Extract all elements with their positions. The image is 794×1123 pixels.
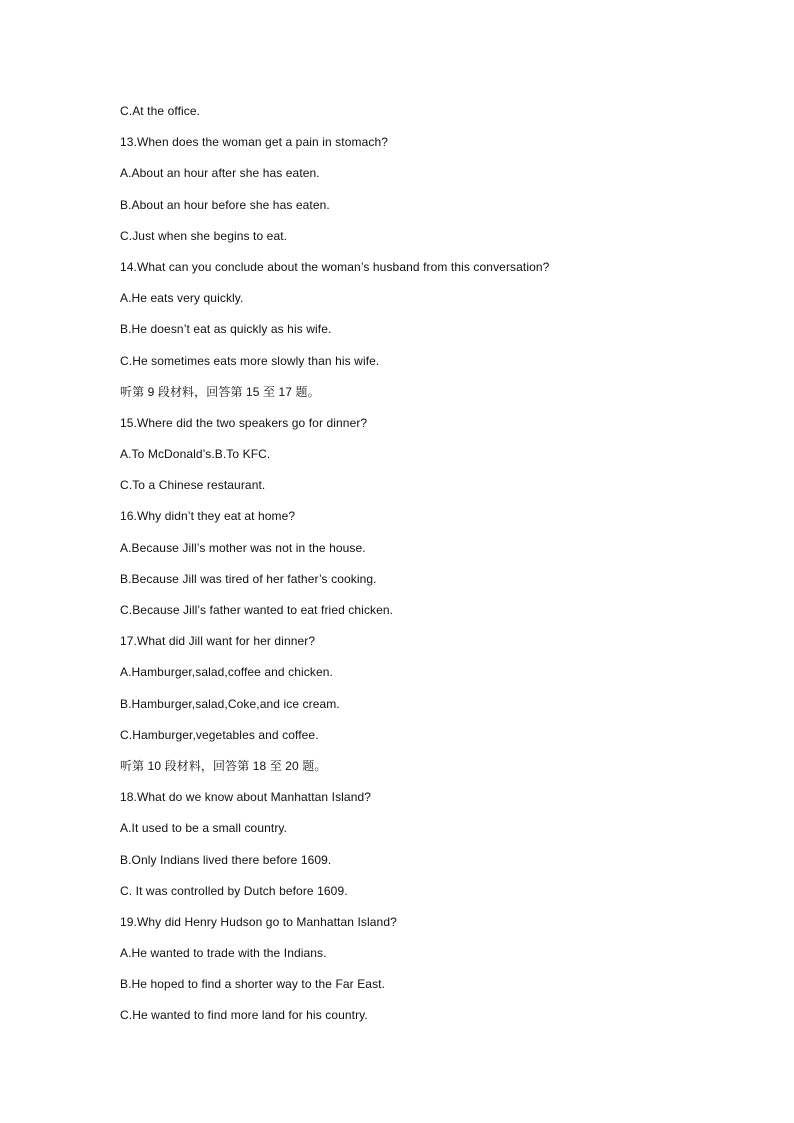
option-line: B.About an hour before she has eaten. (120, 197, 330, 212)
option-line: B.Only Indians lived there before 1609. (120, 852, 332, 867)
question-line: 15.Where did the two speakers go for dinner? (120, 415, 368, 430)
option-line: C.He wanted to find more land for his country. (120, 1008, 368, 1023)
question-line: 14.What can you conclude about the woman’s husband from this conversation? (120, 259, 550, 274)
option-line: C.Just when she begins to eat. (120, 228, 288, 243)
option-line: A.He eats very quickly. (120, 291, 244, 306)
option-line: B.He hoped to find a shorter way to the Far East. (120, 977, 386, 992)
option-line: A.Hamburger,salad,coffee and chicken. (120, 665, 333, 680)
option-line: A.To McDonald’s.B.To KFC. (120, 447, 271, 462)
exam-text (120, 100, 720, 1036)
option-line: C.To a Chinese restaurant. (120, 478, 266, 493)
section-instruction: 听第 10 段材料，回答第 18 至 20 题。 (120, 758, 327, 773)
question-line: 19.Why did Henry Hudson go to Manhattan Island? (120, 914, 397, 929)
option-line: C.He sometimes eats more slowly than his wife. (120, 353, 380, 368)
option-line: A.It used to be a small country. (120, 821, 288, 836)
option-line: A.Because Jill’s mother was not in the house. (120, 540, 366, 555)
question-line: 16.Why didn’t they eat at home? (120, 509, 296, 524)
section-instruction: 听第 9 段材料，回答第 15 至 17 题。 (120, 384, 320, 399)
option-line: A.He wanted to trade with the Indians. (120, 946, 327, 961)
option-line: C.Because Jill’s father wanted to eat fried chicken. (120, 603, 394, 617)
question-line: 18.What do we know about Manhattan Island? (120, 790, 372, 805)
option-line: A.About an hour after she has eaten. (120, 166, 320, 181)
question-line: 13.When does the woman get a pain in stomach? (120, 135, 388, 150)
option-line: B.Hamburger,salad,Coke,and ice cream. (120, 696, 340, 711)
option-line: B.Because Jill was tired of her father’s cooking. (120, 571, 377, 586)
option-line: C.At the office. (120, 104, 201, 118)
option-line: C. It was controlled by Dutch before 1609. (120, 883, 348, 898)
option-line: C.Hamburger,vegetables and coffee. (120, 727, 319, 742)
option-line: B.He doesn’t eat as quickly as his wife. (120, 322, 332, 337)
question-line: 17.What did Jill want for her dinner? (120, 634, 316, 649)
